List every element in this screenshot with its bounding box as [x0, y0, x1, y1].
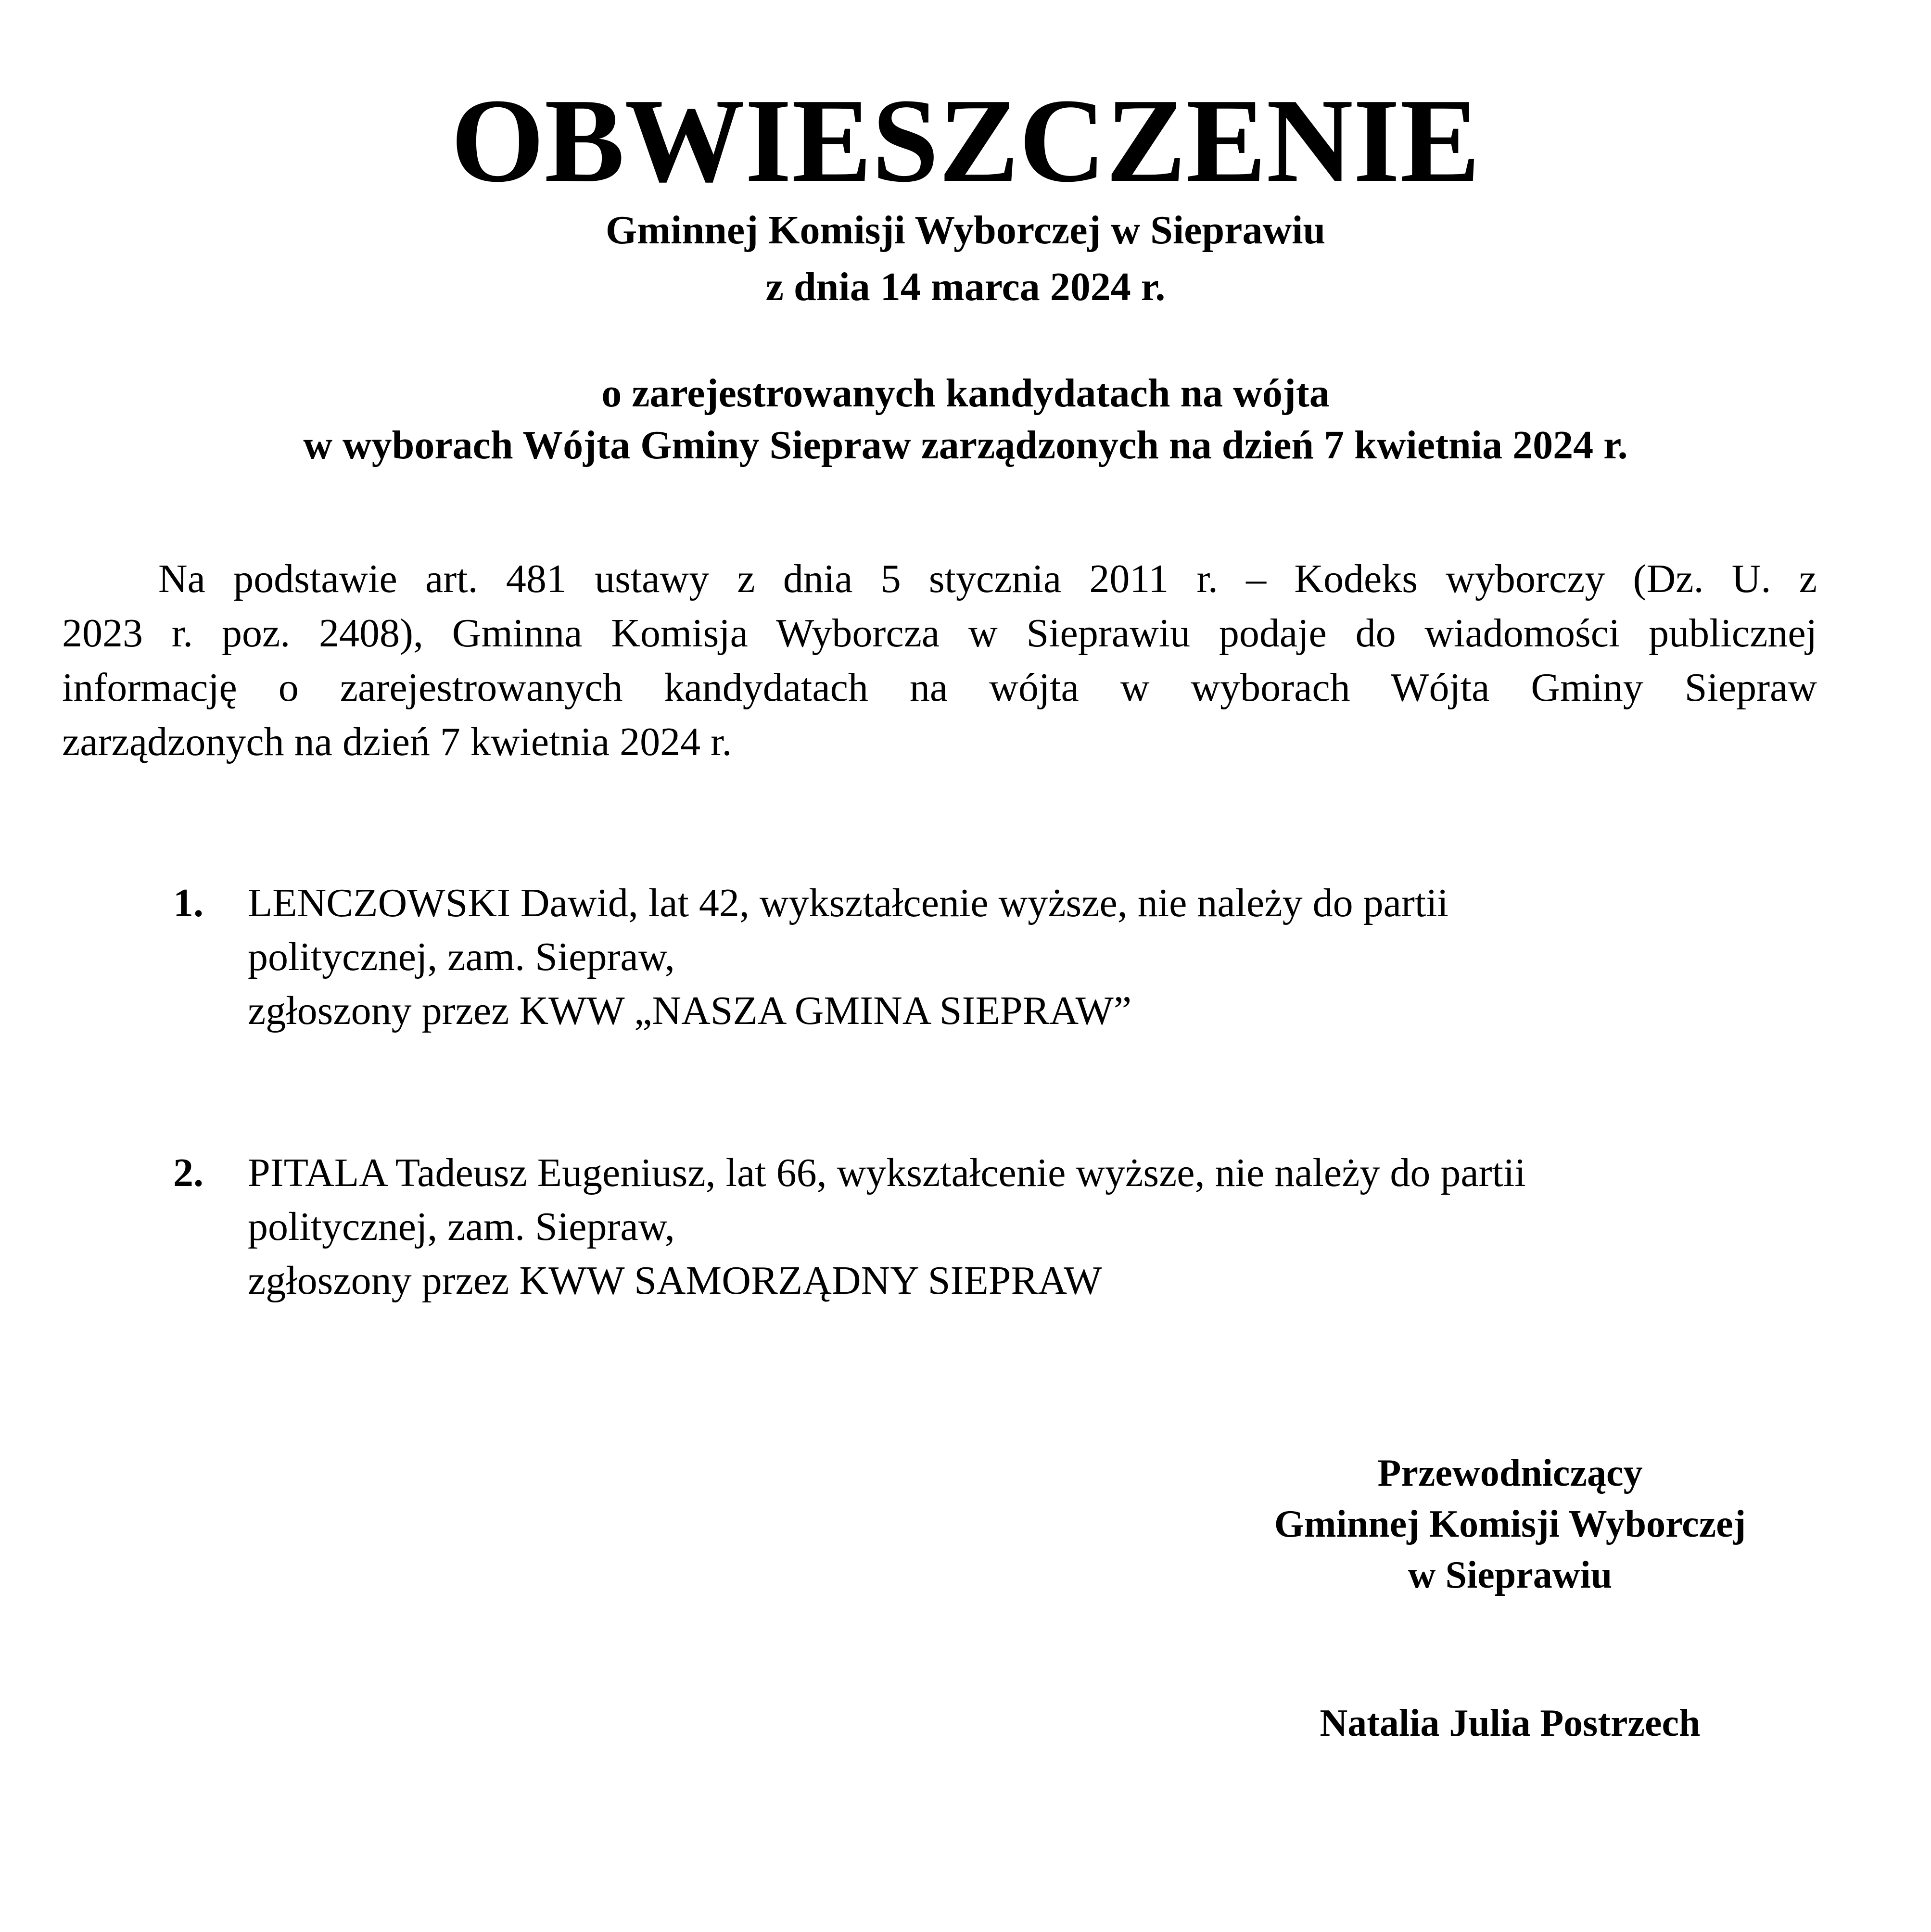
candidate-line: zgłoszony przez KWW SAMORZĄDNY SIEPRAW [248, 1258, 1102, 1303]
candidate-text [248, 876, 1448, 1038]
document-title: OBWIESZCZENIE [451, 74, 1480, 207]
paragraph-line: zarządzonych na dzień 7 kwietnia 2024 r. [62, 720, 732, 764]
body-paragraph [62, 552, 1817, 769]
candidate-line: politycznej, zam. Siepraw, [248, 934, 675, 979]
candidate-line: LENCZOWSKI Dawid, lat 42, wykształcenie wyższe, nie należy do partii [248, 881, 1448, 925]
signature-role-line: w Sieprawiu [1408, 1554, 1613, 1596]
subject-line-1: o zarejestrowanych kandydatach na wójta [601, 371, 1330, 416]
paragraph-line: informację o zarejestrowanych kandydatach na wójta w wyborach Wójta Gminy Siepraw [62, 665, 1817, 710]
subject-line-2: w wyborach Wójta Gminy Siepraw zarządzonych na dzień 7 kwietnia 2024 r. [303, 423, 1628, 467]
signature-role-line: Przewodniczący [1377, 1452, 1643, 1494]
subtitle-commission: Gminnej Komisji Wyborczej w Sieprawiu [605, 208, 1326, 253]
signature-role-line: Gminnej Komisji Wyborczej [1274, 1503, 1746, 1545]
paragraph-line: Na podstawie art. 481 ustawy z dnia 5 stycznia 2011 r. – Kodeks wyborczy (Dz. U. z [158, 556, 1817, 601]
candidate-number: 1. [173, 881, 203, 925]
paragraph-line: 2023 r. poz. 2408), Gminna Komisja Wyborcza w Sieprawiu podaje do wiadomości publicznej [62, 611, 1817, 656]
candidate-text [248, 1146, 1526, 1308]
signature-role [1197, 1448, 1823, 1601]
subtitle-date: z dnia 14 marca 2024 r. [765, 265, 1166, 309]
candidate-line: PITALA Tadeusz Eugeniusz, lat 66, wykształcenie wyższe, nie należy do partii [248, 1150, 1526, 1195]
candidate-line: politycznej, zam. Siepraw, [248, 1204, 675, 1249]
candidate-line: zgłoszony przez KWW „NASZA GMINA SIEPRAW” [248, 988, 1132, 1033]
signature-name: Natalia Julia Postrzech [1320, 1702, 1701, 1744]
candidate-number: 2. [173, 1150, 203, 1195]
